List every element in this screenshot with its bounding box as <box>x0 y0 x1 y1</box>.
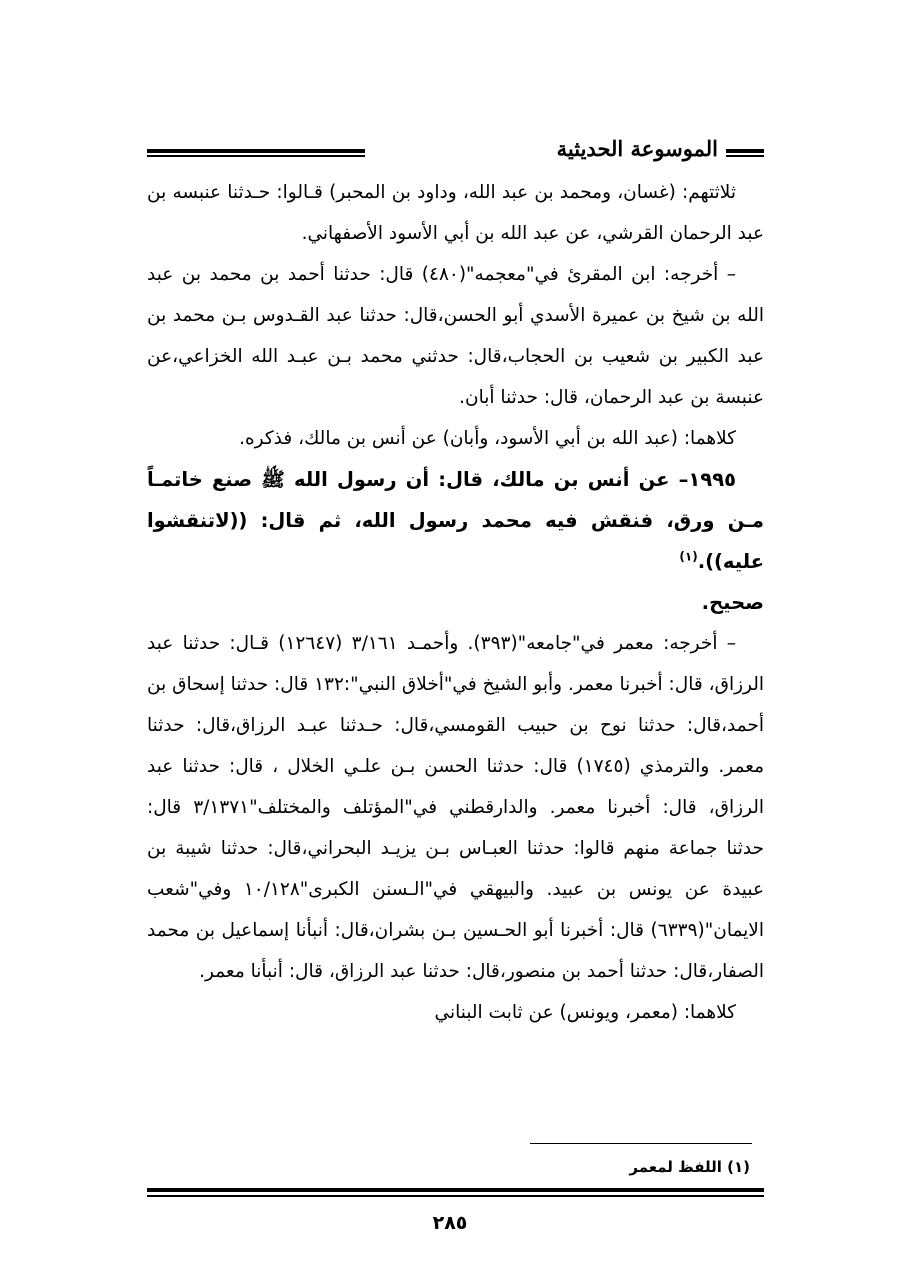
paragraph-both-narrators: كلاهما: (عبد الله بن أبي الأسود، وأبان) عن أنس بن مالك، فذكره. <box>239 428 736 449</box>
footnote-reference[interactable]: (١) <box>679 549 698 564</box>
page-number: ٢٨٥ <box>432 1212 468 1234</box>
footer-rule-thin <box>147 1195 764 1197</box>
header-rule-left <box>147 149 365 153</box>
paragraph-conclusion: كلاهما: (معمر، ويونس) عن ثابت البناني <box>434 1002 736 1023</box>
paragraph-takhrij-mamar: – أخرجه: معمر في"جامعه"(٣٩٣). وأحمـد ٣/١٦١ (١٢٦٤٧) قـال: حدثنا عبد الرزاق، قال: أخبرنا معمر. وأبو الشيخ في"أخلاق النبي":١٣٢ قال: حدثنا إسحاق بن أحمد،قال: حدثنا نوح بن حبيب القومسي،قال: حـدثنا عبـد الرزاق،قال: حدثنا معمر. والترمذي (١٧٤٥) قال: حدثنا الحسن بـن علـي الخلال ، قال: حدثنا عبد الرزاق، قال: أخبرنا معمر. والدارقطني في"المؤتلف والمختلف"٣/١٣٧١ قال: حدثنا جماعة منهم قالوا: حدثنا العبـاس بـن يزيـد البحراني،قال: حدثنا شيبة بن عبيدة عن يونس بن عبيد. والبيهقي في"الـسنن الكبرى"١٠/١٢٨ وفي"شعب الايمان"(٦٣٣٩) قال: أخبرنا أبو الحـسين بـن بشران،قال: أنبأنا إسماعيل بن محمد الصفار،قال: حدثنا أحمد بن منصور،قال: حدثنا عبد الرزاق، قال: أنبأنا معمر. <box>147 633 765 982</box>
footer-rule <box>147 1188 764 1192</box>
hadith-1995 <box>147 459 764 582</box>
body-text <box>147 172 764 1033</box>
header-rule-right-thin <box>726 155 764 157</box>
header-title: الموسوعة الحديثية <box>556 136 718 161</box>
running-header <box>147 132 764 172</box>
paragraph-takhrij-ibn-almuqri: – أخرجه: ابن المقرئ في"معجمه"(٤٨٠) قال: حدثنا أحمد بن محمد بن عبد الله بن شيخ بن عميرة الأسدي أبو الحسن،قال: حدثنا عبد القـدوس بـن محمد بن عبد الكبير بن شعيب بن الحجاب،قال: حدثني محمد بـن عبـد الله الخزاعي،عن عنبسة بن عبد الرحمان، قال: حدثنا أبان. <box>147 264 764 408</box>
header-rule-right <box>726 149 764 153</box>
footnote: (١) اللفظ لمعمر <box>629 1158 750 1176</box>
header-rule-left-thin <box>147 155 365 157</box>
hadith-text: ١٩٩٥– عن أنس بن مالك، قال: أن رسول الله ﷺ صنع خاتمـاً مـن ورق، فنقش فيه محمد رسول الله، ثم قال: ((لاتنقشوا عليه)). <box>147 468 764 573</box>
footnote-separator <box>530 1143 752 1144</box>
paragraph-chain-summary: ثلاثتهم: (غسان، ومحمد بن عبد الله، وداود بن المحبر) قـالوا: حـدثنا عنبسه بن عبد الرحمان القرشي، عن عبد الله بن أبي الأسود الأصفهاني. <box>147 182 764 244</box>
hadith-grade: صحيح. <box>701 591 764 614</box>
